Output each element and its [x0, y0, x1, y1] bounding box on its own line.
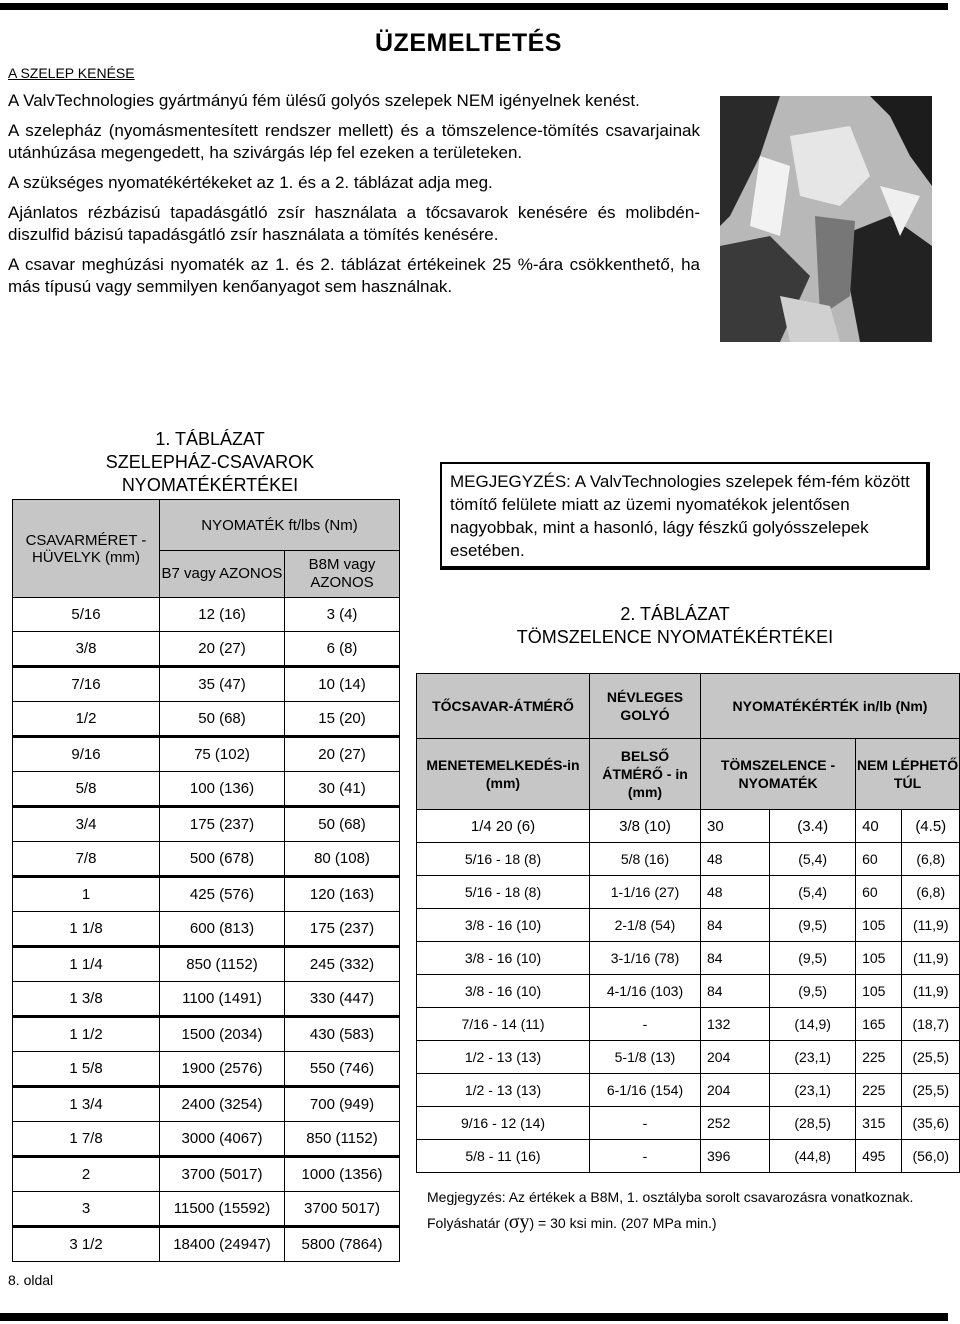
table1-caption-line: NYOMATÉKÉRTÉKEI — [121, 475, 299, 495]
table1-cell-b7: 1500 (2034) — [160, 1017, 285, 1052]
table2-cell-max-nm: (35,6) — [902, 1107, 960, 1140]
table2-cell-packing-inlb: 84 — [701, 975, 770, 1008]
table2-cell-stud: 3/8 - 16 (10) — [417, 909, 590, 942]
intro-section — [8, 62, 700, 306]
table2-row — [417, 810, 960, 843]
table2-cell-nominal: 6-1/16 (154) — [590, 1074, 701, 1107]
table1-cell-b8m: 245 (332) — [285, 947, 400, 982]
table2-cell-packing-nm: (9,5) — [770, 909, 856, 942]
table1-row — [13, 947, 400, 982]
table2-header-torque: NYOMATÉKÉRTÉK in/lb (Nm) — [701, 674, 960, 739]
table2-header-pitch: MENETEMELKEDÉS-in (mm) — [417, 739, 590, 810]
table1-cell-size: 3 1/2 — [13, 1227, 160, 1262]
table2-cell-packing-inlb: 48 — [701, 876, 770, 909]
table1-row — [13, 702, 400, 737]
table1-cell-b8m: 430 (583) — [285, 1017, 400, 1052]
table1-cell-size: 1 1/8 — [13, 912, 160, 947]
table2-cell-nominal: 3/8 (10) — [590, 810, 701, 843]
table1-cell-size: 3/8 — [13, 632, 160, 667]
table2-row — [417, 843, 960, 876]
table1-cell-size: 3 — [13, 1192, 160, 1227]
table1-cell-b7: 425 (576) — [160, 877, 285, 912]
table1-row — [13, 772, 400, 807]
table2-cell-packing-nm: (3.4) — [770, 810, 856, 843]
table1-row — [13, 842, 400, 877]
table2-cell-max-inlb: 40 — [856, 810, 902, 843]
table1-cell-b7: 18400 (24947) — [160, 1227, 285, 1262]
table1-row — [13, 912, 400, 947]
page-number: 8. oldal — [8, 1272, 54, 1288]
table1-cell-b7: 850 (1152) — [160, 947, 285, 982]
table1-row — [13, 598, 400, 632]
table1-row — [13, 632, 400, 667]
table1-cell-b7: 1100 (1491) — [160, 982, 285, 1017]
table2-cell-stud: 9/16 - 12 (14) — [417, 1107, 590, 1140]
table2-cell-packing-inlb: 30 — [701, 810, 770, 843]
table2-cell-max-inlb: 315 — [856, 1107, 902, 1140]
table2-cell-packing-nm: (5,4) — [770, 876, 856, 909]
table2-row — [417, 975, 960, 1008]
note-text: A ValvTechnologies szelepek fém-fém között tömítő felülete miatt az üzemi nyomatékok jelentősen nagyobbak, mint a hasonló, lágy fészkű golyósszelepek esetében. — [450, 472, 910, 560]
table2-cell-stud: 3/8 - 16 (10) — [417, 975, 590, 1008]
table1-cell-b7: 500 (678) — [160, 842, 285, 877]
table1-cell-b7: 2400 (3254) — [160, 1087, 285, 1122]
table2-cell-nominal: 5-1/8 (13) — [590, 1041, 701, 1074]
table1-cell-b8m: 10 (14) — [285, 667, 400, 702]
yield-line — [427, 1213, 927, 1233]
table2-cell-nominal: - — [590, 1140, 701, 1173]
footnote-line: Megjegyzés: Az értékek a B8M, 1. osztályba sorolt csavarozásra vonatkoznak. — [427, 1189, 914, 1205]
table2-cell-nominal: - — [590, 1008, 701, 1041]
table1-cell-size: 3/4 — [13, 807, 160, 842]
table2-body — [417, 810, 960, 1173]
table2-cell-max-inlb: 105 — [856, 975, 902, 1008]
yield-suffix: ) = 30 ksi min. (207 MPa min.) — [529, 1215, 717, 1231]
top-rule — [0, 3, 948, 10]
table1-cell-size: 1/2 — [13, 702, 160, 737]
table1-row — [13, 1087, 400, 1122]
table1-row — [13, 1122, 400, 1157]
table1-cell-size: 2 — [13, 1157, 160, 1192]
table2-header-inner: BELSŐ ÁTMÉRŐ - in (mm) — [590, 739, 701, 810]
table2-cell-stud: 5/16 - 18 (8) — [417, 876, 590, 909]
table2-cell-stud: 1/2 - 13 (13) — [417, 1074, 590, 1107]
table2-cell-packing-nm: (9,5) — [770, 975, 856, 1008]
intro-paragraph: A szükséges nyomatékértékeket az 1. és a 2. táblázat adja meg. — [8, 173, 493, 192]
table1-row — [13, 1192, 400, 1227]
table1-cell-size: 1 — [13, 877, 160, 912]
table2-cell-max-nm: (25,5) — [902, 1041, 960, 1074]
note-lead: MEGJEGYZÉS: — [450, 472, 571, 491]
table2-cell-nominal: 5/8 (16) — [590, 843, 701, 876]
valve-photo — [720, 96, 932, 342]
table1-header-size: CSAVARMÉRET - HÜVELYK (mm) — [13, 500, 160, 598]
table1-cell-b7: 3000 (4067) — [160, 1122, 285, 1157]
table1-cell-size: 1 1/4 — [13, 947, 160, 982]
table2-cell-stud: 5/8 - 11 (16) — [417, 1140, 590, 1173]
table1-cell-b7: 75 (102) — [160, 737, 285, 772]
table1-cell-size: 7/16 — [13, 667, 160, 702]
yield-prefix: Folyáshatár ( — [427, 1215, 509, 1231]
table1-cell-b8m: 120 (163) — [285, 877, 400, 912]
table1-cell-b7: 600 (813) — [160, 912, 285, 947]
table1-cell-b8m: 5800 (7864) — [285, 1227, 400, 1262]
table1-cell-b8m: 1000 (1356) — [285, 1157, 400, 1192]
table2-row — [417, 909, 960, 942]
table1-cell-size: 1 3/8 — [13, 982, 160, 1017]
table1-row — [13, 982, 400, 1017]
footnote — [427, 1188, 927, 1233]
table2-cell-packing-nm: (9,5) — [770, 942, 856, 975]
intro-paragraph: Ajánlatos rézbázisú tapadásgátló zsír használata a tőcsavarok kenésére és molibdén-diszulfid bázisú tapadásgátló zsír használata a tömítés kenésére. — [8, 203, 700, 244]
table1-row — [13, 1157, 400, 1192]
table1-cell-size: 1 5/8 — [13, 1052, 160, 1087]
table1-cell-b7: 50 (68) — [160, 702, 285, 737]
table2-caption — [470, 603, 880, 649]
table2-header-nominal: NÉVLEGES GOLYÓ — [590, 674, 701, 739]
table2-cell-packing-inlb: 132 — [701, 1008, 770, 1041]
table1-cell-b7: 100 (136) — [160, 772, 285, 807]
table2-cell-nominal: 1-1/16 (27) — [590, 876, 701, 909]
table2-cell-packing-inlb: 84 — [701, 909, 770, 942]
table2-cell-packing-inlb: 204 — [701, 1041, 770, 1074]
table2-cell-max-inlb: 105 — [856, 909, 902, 942]
table1-row — [13, 667, 400, 702]
table2-cell-max-nm: (6,8) — [902, 876, 960, 909]
table1 — [12, 499, 400, 1262]
table1-cell-b7: 11500 (15592) — [160, 1192, 285, 1227]
table1-body — [13, 598, 400, 1262]
table2-header-stud: TŐCSAVAR-ÁTMÉRŐ — [417, 674, 590, 739]
table2-cell-stud: 7/16 - 14 (11) — [417, 1008, 590, 1041]
table2-cell-max-nm: (18,7) — [902, 1008, 960, 1041]
table1-header-b7: B7 vagy AZONOS — [160, 551, 285, 598]
intro-paragraph: A ValvTechnologies gyártmányú fém ülésű golyós szelepek NEM igényelnek kenést. — [8, 91, 640, 110]
table1-cell-b8m: 80 (108) — [285, 842, 400, 877]
table1-row — [13, 877, 400, 912]
table1-cell-b8m: 3700 5017) — [285, 1192, 400, 1227]
table1-cell-b7: 3700 (5017) — [160, 1157, 285, 1192]
table1-cell-b8m: 50 (68) — [285, 807, 400, 842]
table2-cell-nominal: 2-1/8 (54) — [590, 909, 701, 942]
section-heading: A SZELEP KENÉSE — [8, 65, 135, 81]
table2-cell-max-inlb: 225 — [856, 1041, 902, 1074]
table2-caption-line: TÖMSZELENCE NYOMATÉKÉRTÉKEI — [516, 627, 834, 647]
table1-header-torque: NYOMATÉK ft/lbs (Nm) — [160, 500, 400, 551]
table2-cell-max-nm: (11,9) — [902, 909, 960, 942]
table1-row — [13, 807, 400, 842]
intro-paragraph: A szelepház (nyomásmentesített rendszer mellett) és a tömszelence-tömítés csavarjainak utánhúzása megengedett, ha szivárgás lép fel ezeken a területeken. — [8, 121, 700, 162]
table2-row — [417, 1107, 960, 1140]
table2-row — [417, 1140, 960, 1173]
table2-cell-max-nm: (11,9) — [902, 975, 960, 1008]
table2-cell-max-inlb: 225 — [856, 1074, 902, 1107]
table2-cell-packing-nm: (23,1) — [770, 1041, 856, 1074]
bottom-rule — [0, 1313, 948, 1321]
table1-cell-b8m: 700 (949) — [285, 1087, 400, 1122]
table1-row — [13, 1227, 400, 1262]
table1-header-b8m: B8M vagy AZONOS — [285, 551, 400, 598]
table1-row — [13, 1017, 400, 1052]
table1-row — [13, 1052, 400, 1087]
table1-cell-size: 5/16 — [13, 598, 160, 632]
table2-row — [417, 876, 960, 909]
table2-cell-packing-inlb: 204 — [701, 1074, 770, 1107]
table2-row — [417, 1074, 960, 1107]
table2-cell-packing-inlb: 84 — [701, 942, 770, 975]
table2-cell-stud: 3/8 - 16 (10) — [417, 942, 590, 975]
table2-cell-nominal: - — [590, 1107, 701, 1140]
table1-cell-b8m: 6 (8) — [285, 632, 400, 667]
table2-cell-packing-nm: (44,8) — [770, 1140, 856, 1173]
table1-cell-b8m: 15 (20) — [285, 702, 400, 737]
table2-cell-max-nm: (56,0) — [902, 1140, 960, 1173]
table1-cell-b7: 35 (47) — [160, 667, 285, 702]
table1-cell-size: 5/8 — [13, 772, 160, 807]
table1-cell-size: 1 3/4 — [13, 1087, 160, 1122]
table1-cell-size: 9/16 — [13, 737, 160, 772]
table2-cell-stud: 5/16 - 18 (8) — [417, 843, 590, 876]
table1-cell-b7: 12 (16) — [160, 598, 285, 632]
table2-cell-nominal: 4-1/16 (103) — [590, 975, 701, 1008]
table1-cell-b8m: 3 (4) — [285, 598, 400, 632]
note-box — [440, 462, 930, 570]
table2-cell-packing-inlb: 48 — [701, 843, 770, 876]
table2-cell-max-inlb: 105 — [856, 942, 902, 975]
table2-header-packing: TÖMSZELENCE -NYOMATÉK — [701, 739, 856, 810]
table2-row — [417, 1008, 960, 1041]
table1-cell-b7: 175 (237) — [160, 807, 285, 842]
table2-cell-nominal: 3-1/16 (78) — [590, 942, 701, 975]
table1-caption-line: 1. TÁBLÁZAT — [155, 429, 265, 449]
table2-caption-line: 2. TÁBLÁZAT — [620, 604, 730, 624]
table2-cell-packing-nm: (23,1) — [770, 1074, 856, 1107]
table2-cell-max-nm: (4.5) — [902, 810, 960, 843]
table1-cell-b7: 20 (27) — [160, 632, 285, 667]
table1-cell-b8m: 330 (447) — [285, 982, 400, 1017]
table2-cell-max-nm: (11,9) — [902, 942, 960, 975]
table1-caption — [80, 428, 340, 497]
table2-cell-stud: 1/4 20 (6) — [417, 810, 590, 843]
table2-cell-stud: 1/2 - 13 (13) — [417, 1041, 590, 1074]
table1-cell-b7: 1900 (2576) — [160, 1052, 285, 1087]
table2-cell-max-inlb: 60 — [856, 843, 902, 876]
table2-cell-max-inlb: 60 — [856, 876, 902, 909]
table2-cell-packing-inlb: 396 — [701, 1140, 770, 1173]
table1-cell-size: 1 1/2 — [13, 1017, 160, 1052]
sigma-symbol: σy — [508, 1211, 530, 1233]
page-title: ÜZEMELTETÉS — [375, 29, 562, 57]
table2-cell-max-nm: (25,5) — [902, 1074, 960, 1107]
table2-cell-max-nm: (6,8) — [902, 843, 960, 876]
table1-cell-b8m: 550 (746) — [285, 1052, 400, 1087]
table2-cell-max-inlb: 495 — [856, 1140, 902, 1173]
table2-cell-packing-nm: (5,4) — [770, 843, 856, 876]
table2-header-max: NEM LÉPHETŐ TÚL — [856, 739, 960, 810]
table1-cell-size: 1 7/8 — [13, 1122, 160, 1157]
table2-row — [417, 942, 960, 975]
table2-cell-packing-inlb: 252 — [701, 1107, 770, 1140]
table1-caption-line: SZELEPHÁZ-CSAVAROK — [105, 452, 315, 472]
intro-paragraph: A csavar meghúzási nyomaték az 1. és 2. táblázat értékeinek 25 %-ára csökkenthető, ha más típusú vagy semmilyen kenőanyagot sem használnak. — [8, 255, 700, 296]
table1-cell-b8m: 20 (27) — [285, 737, 400, 772]
table1-cell-size: 7/8 — [13, 842, 160, 877]
table2 — [416, 673, 960, 1173]
table1-cell-b8m: 30 (41) — [285, 772, 400, 807]
table2-cell-max-inlb: 165 — [856, 1008, 902, 1041]
table2-cell-packing-nm: (28,5) — [770, 1107, 856, 1140]
table2-row — [417, 1041, 960, 1074]
table2-cell-packing-nm: (14,9) — [770, 1008, 856, 1041]
table1-cell-b8m: 175 (237) — [285, 912, 400, 947]
table1-row — [13, 737, 400, 772]
table1-cell-b8m: 850 (1152) — [285, 1122, 400, 1157]
